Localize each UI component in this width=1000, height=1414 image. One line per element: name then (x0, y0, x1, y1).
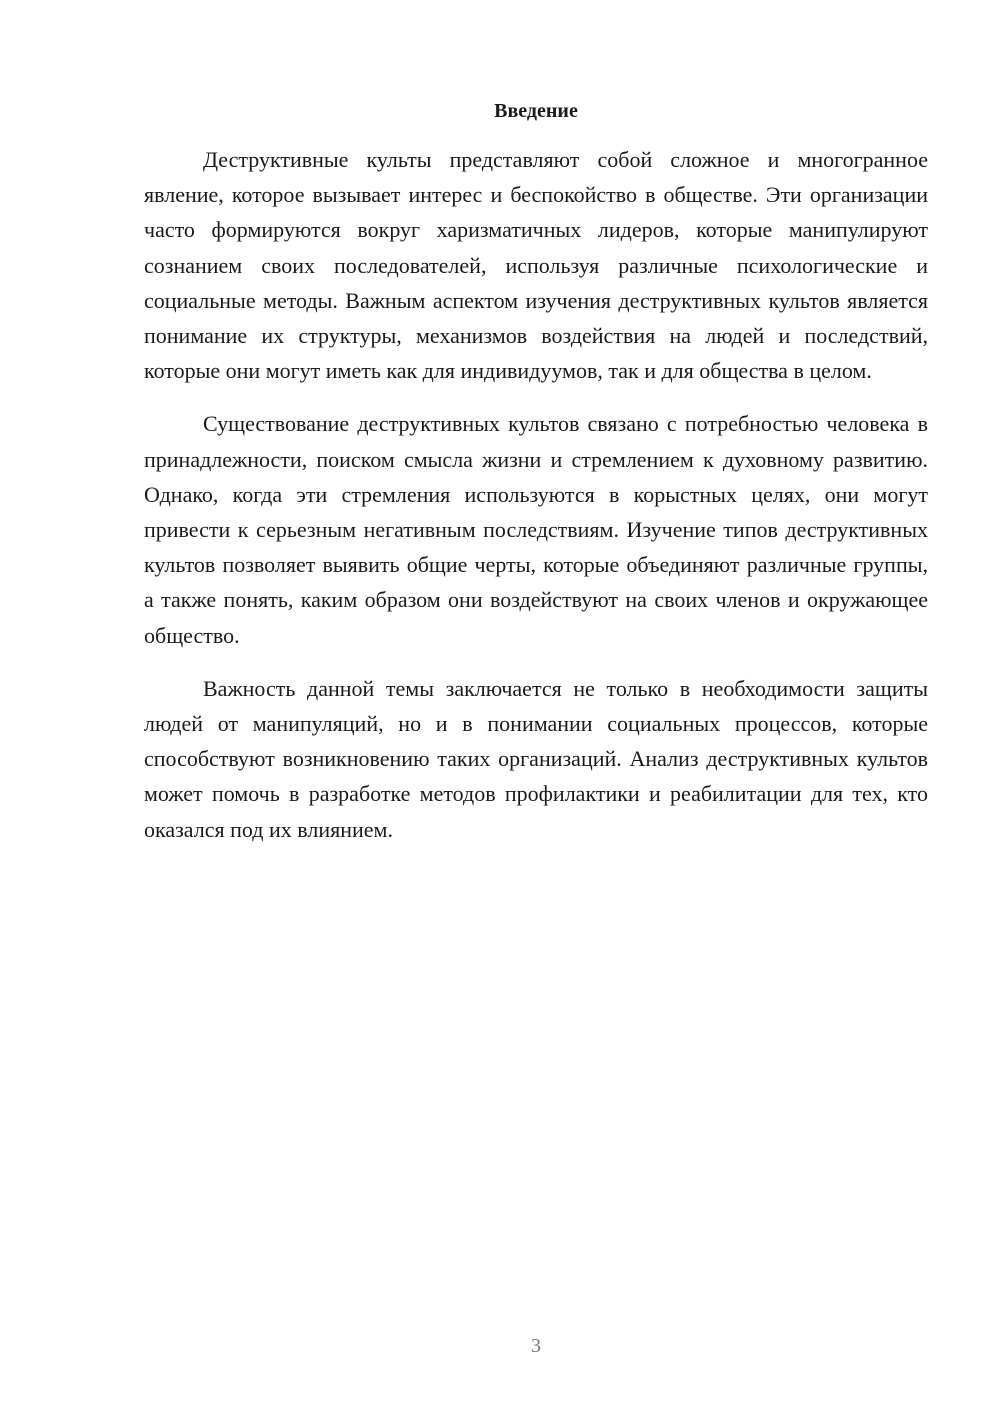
paragraph-2: Существование деструктивных культов связано с потребностью человека в принадлежности, поиском смысла жизни и стремлением к духовному развитию. Однако, когда эти стремления используются в корыстных целях, они могут привести к серьезным негативным последствиям. Изучение типов деструктивных культов позволяет выявить общие черты, которые объединяют различные группы, а также понять, каким образом они воздействуют на своих членов и окружающее общество. (144, 411, 928, 648)
section-heading: Введение (494, 100, 578, 122)
body-text (144, 142, 928, 865)
paragraph-1: Деструктивные культы представляют собой сложное и многогранное явление, которое вызывает интерес и беспокойство в обществе. Эти организации часто формируются вокруг харизматичных лидеров, которые манипулируют сознанием своих последователей, используя различные психологические и социальные методы. Важным аспектом изучения деструктивных культов является понимание их структуры, механизмов воздействия на людей и последствий, которые они могут иметь как для индивидуумов, так и для общества в целом. (144, 147, 928, 384)
paragraph-3: Важность данной темы заключается не только в необходимости защиты людей от манипуляций, но и в понимании социальных процессов, которые способствуют возникновению таких организаций. Анализ деструктивных культов может помочь в разработке методов профилактики и реабилитации для тех, кто оказался под их влиянием. (144, 675, 928, 842)
page-number: 3 (531, 1335, 541, 1357)
